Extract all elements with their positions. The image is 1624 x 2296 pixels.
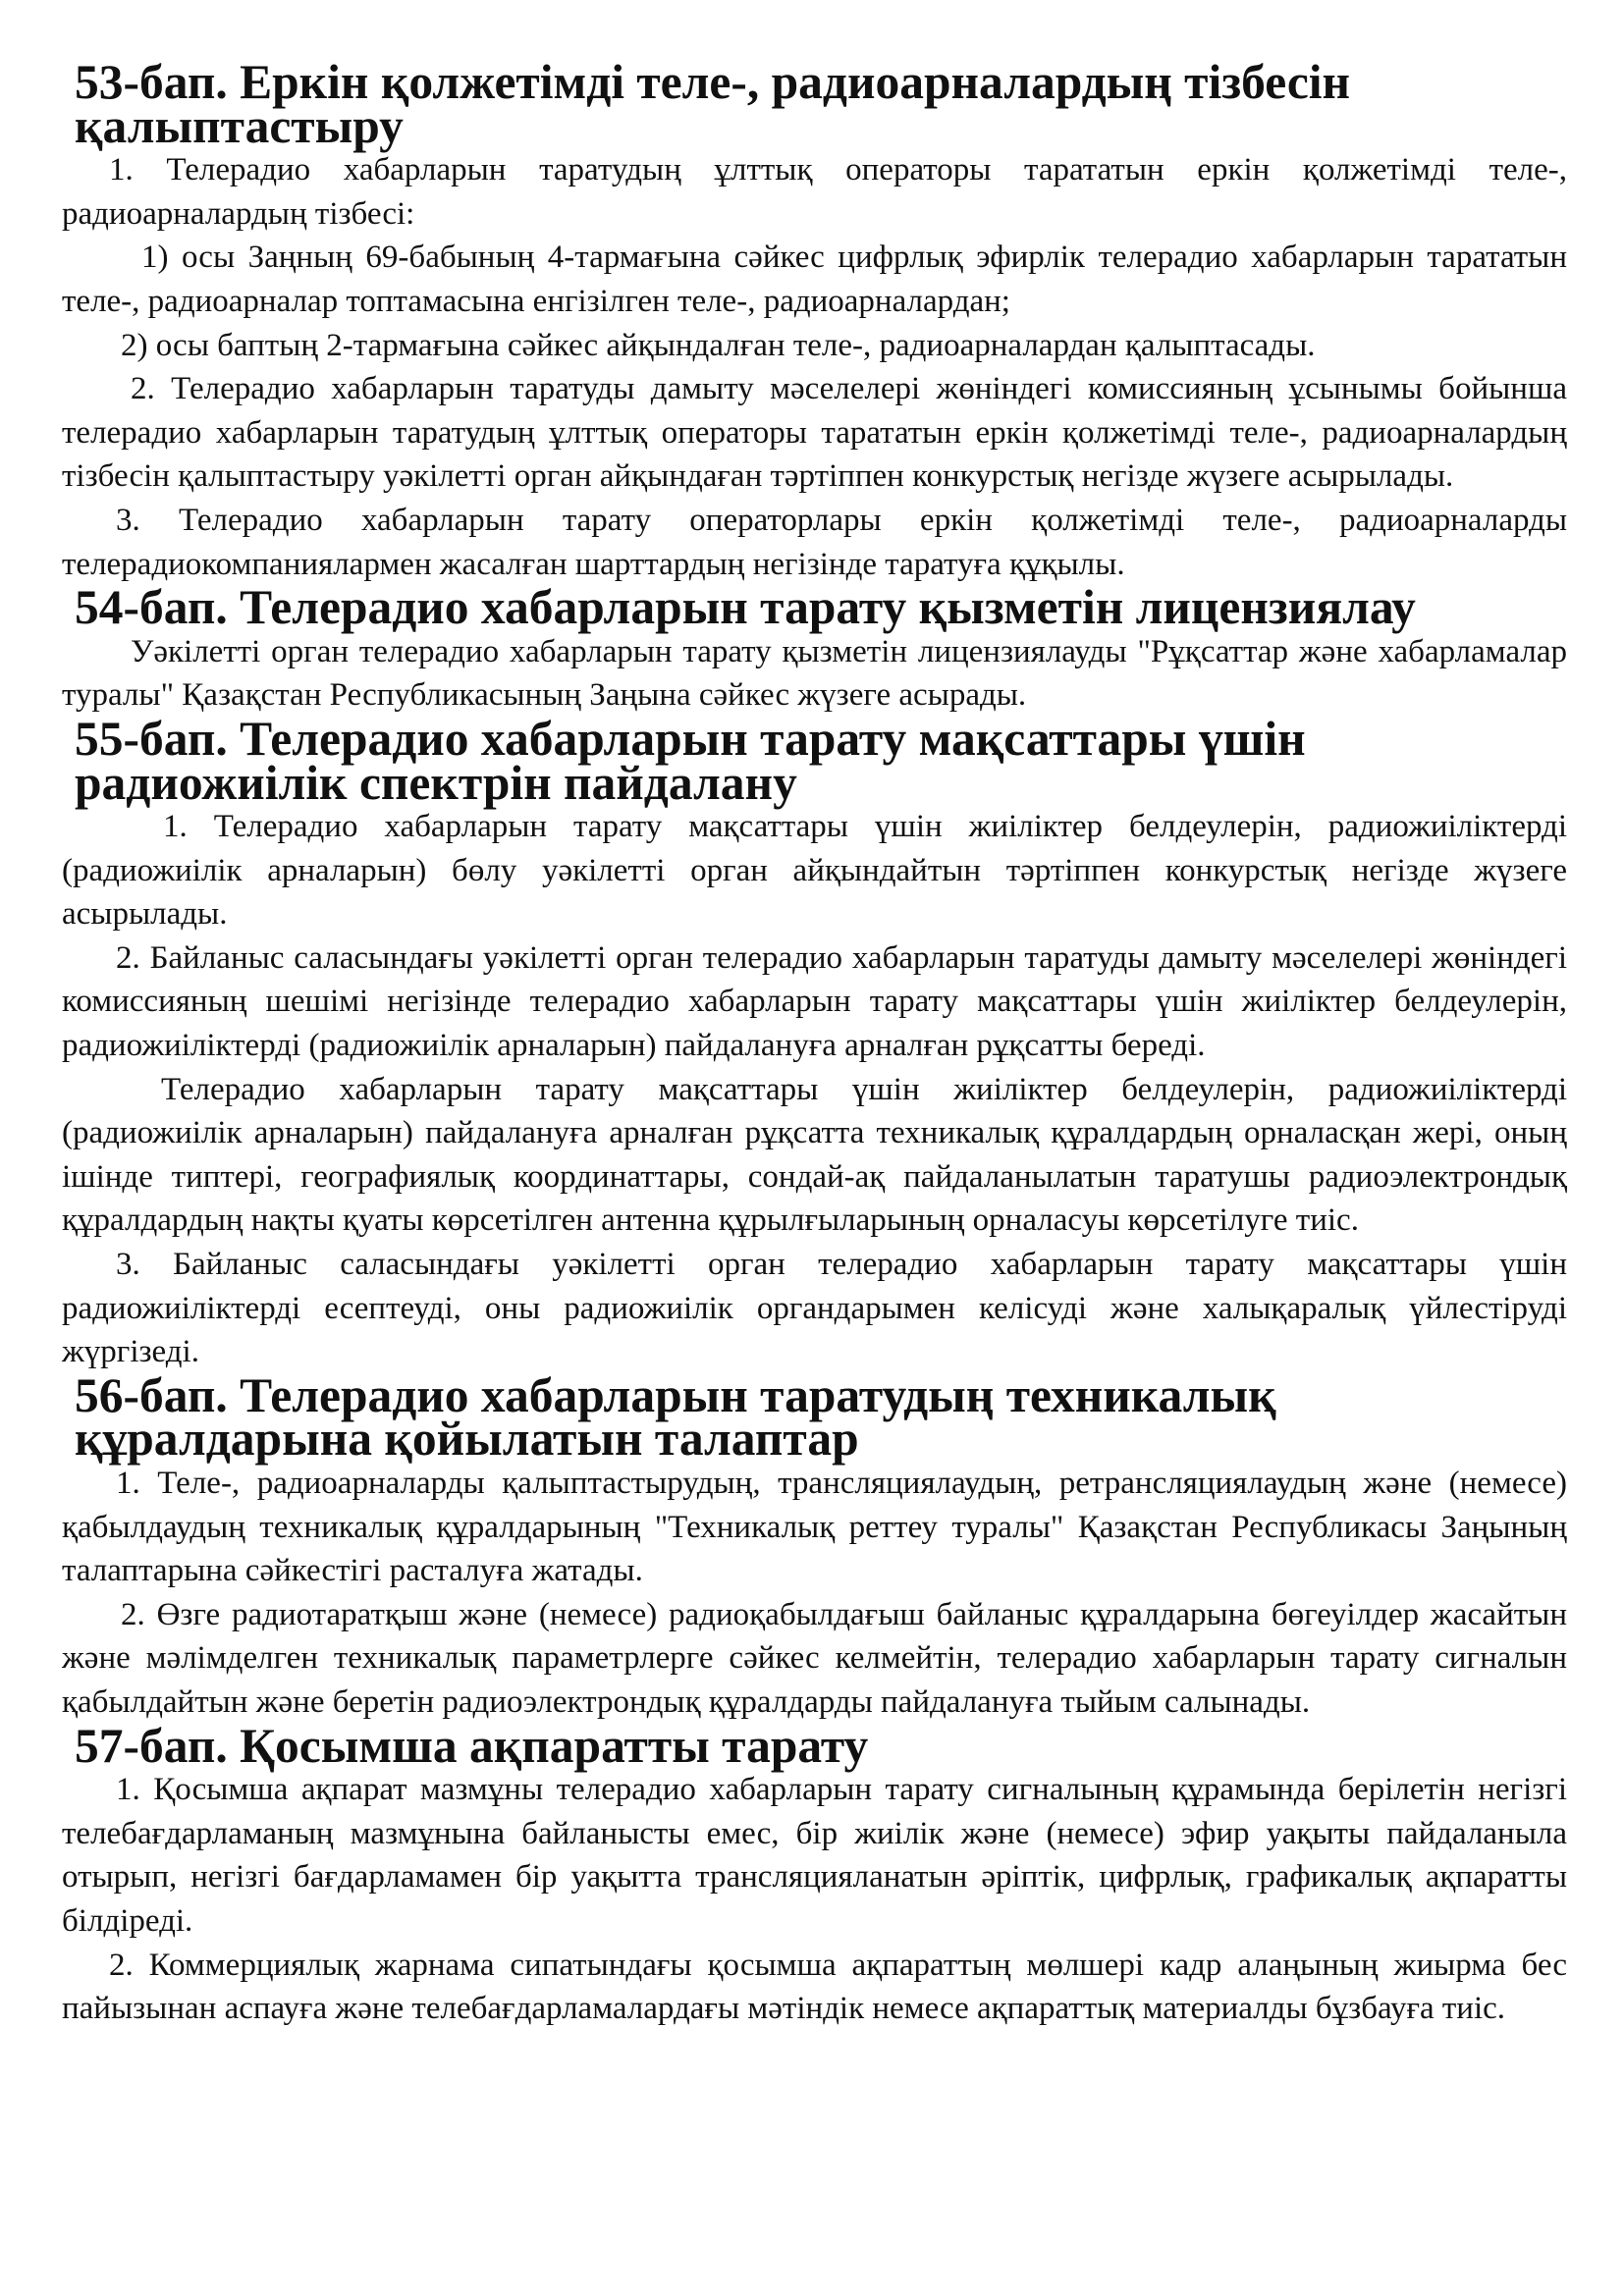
paragraph: 1. Телерадио хабарларын тарату мақсаттары үшін жиіліктер белдеулерін, радиожиіліктерді (радиожиілік арналарын) бөлу уәкілетті орган айқындайтын тәртіппен конкурстық негізде жүзеге асырылады. (62, 809, 1567, 933)
article-53 (62, 55, 1567, 586)
article-57 (62, 1718, 1567, 2031)
paragraph: 1. Теле-, радиоарналарды қалыптастырудың, трансляциялаудың, ретрансляциялаудың және (немесе) қабылдаудың техникалық құралдарының "Техникалық реттеу туралы" Қазақстан Республикасы Заңының талаптарына сәйкестігі расталуға жатады. (62, 1466, 1567, 1589)
paragraph: Уәкілетті орган телерадио хабарларын тарату қызметін лицензиялауды "Рұқсаттар және хабарламалар туралы" Қазақстан Республикасының Заңына сәйкес жүзеге асырады. (62, 633, 1567, 714)
paragraph: 2. Телерадио хабарларын таратуды дамыту мәселелері жөніндегі комиссияның ұсынымы бойынша телерадио хабарларын таратудың ұлттық операторы тарататын еркін қолжетімді теле-, радиоарналардың тізбесін қалыптастыру уәкілетті орган айқындаған тәртіппен конкурстық негізде жүзеге асырылады. (62, 371, 1567, 495)
article-56 (62, 1367, 1567, 1725)
article-54 (62, 580, 1567, 718)
paragraph: 2. Өзге радиотаратқыш және (немесе) радиоқабылдағыш байланыс құралдарына бөгеуілдер жасайтын және мәлімделген техникалық параметрлерге сәйкес келмейтін, телерадио хабарларын тарату сигналын қабылдайтын және беретін радиоэлектрондық құралдарды пайдалануға тыйым салынады. (62, 1596, 1567, 1720)
article-heading: 53-бап. Еркін қолжетімді теле-, радиоарналардың тізбесін қалыптастыру (75, 55, 1351, 153)
document-page (62, 55, 1567, 2031)
article-heading: 57-бап. Қосымша ақпаратты тарату (75, 1718, 869, 1773)
paragraph: 1. Телерадио хабарларын таратудың ұлттық операторы тарататын еркін қолжетімді теле-, радиоарналардың тізбесі: (62, 152, 1567, 232)
paragraph: Телерадио хабарларын тарату мақсаттары үшін жиіліктер белдеулерін, радиожиіліктерді (радиожиілік арналарын) пайдалануға арналған рұқсатта техникалық құралдардың орналасқан жері, оның ішінде типтері, географиялық координаттары, сондай-ақ пайдаланылатын таратушы радиоэлектрондық құралдардың нақты қуаты көрсетілген антенна құрылғыларының орналасуы көрсетілуге тиіс. (62, 1071, 1567, 1239)
article-heading: 54-бап. Телерадио хабарларын тарату қызметін лицензиялау (75, 580, 1416, 635)
article-heading: 55-бап. Телерадио хабарларын тарату мақсаттары үшін радиожиілік спектрін пайдалану (75, 711, 1306, 810)
paragraph: 2. Коммерциялық жарнама сипатындағы қосымша ақпараттың мөлшері кадр алаңының жиырма бес пайызынан аспауға және телебағдарламалардағы мәтіндік немесе ақпараттық материалды бұзбауға тиіс. (62, 1947, 1567, 2027)
paragraph: 2. Байланыс саласындағы уәкілетті орган телерадио хабарларын таратуды дамыту мәселелері жөніндегі комиссияның шешімі негізінде телерадио хабарларын тарату мақсаттары үшін жиіліктер белдеулерін, радиожиіліктерді (радиожиілік арналарын) пайдалануға арналған рұқсатты береді. (62, 939, 1567, 1064)
paragraph: 2) осы баптың 2-тармағына сәйкес айқындалған теле-, радиоарналардан қалыптасады. (121, 327, 1316, 363)
paragraph: 3. Байланыс саласындағы уәкілетті орган телерадио хабарларын тарату мақсаттары үшін радиожиіліктерді есептеуді, оны радиожиілік органдарымен келісуді және халықаралық үйлестіруді жүргізеді. (62, 1247, 1567, 1370)
article-heading: 56-бап. Телерадио хабарларын таратудың техникалық құралдарына қойылатын талаптар (75, 1367, 1276, 1467)
paragraph: 1. Қосымша ақпарат мазмұны телерадио хабарларын тарату сигналының құрамында берілетін негізгі телебағдарламаның мазмұнына байланысты емес, бір жиілік және (немесе) эфир уақыты пайдаланыла отырып, негізгі бағдарламамен бір уақытта трансляцияланатын әріптік, цифрлық, графикалық ақпаратты білдіреді. (62, 1772, 1567, 1939)
article-55 (62, 711, 1567, 1374)
paragraph: 3. Телерадио хабарларын тарату операторлары еркін қолжетімді теле-, радиоарналарды телерадиокомпаниялармен жасалған шарттардың негізінде таратуға құқылы. (62, 502, 1567, 582)
paragraph: 1) осы Заңның 69-бабының 4-тармағына сәйкес цифрлық эфирлік телерадио хабарларын тарататын теле-, радиоарналар топтамасына енгізілген теле-, радиоарналардан; (62, 240, 1567, 319)
